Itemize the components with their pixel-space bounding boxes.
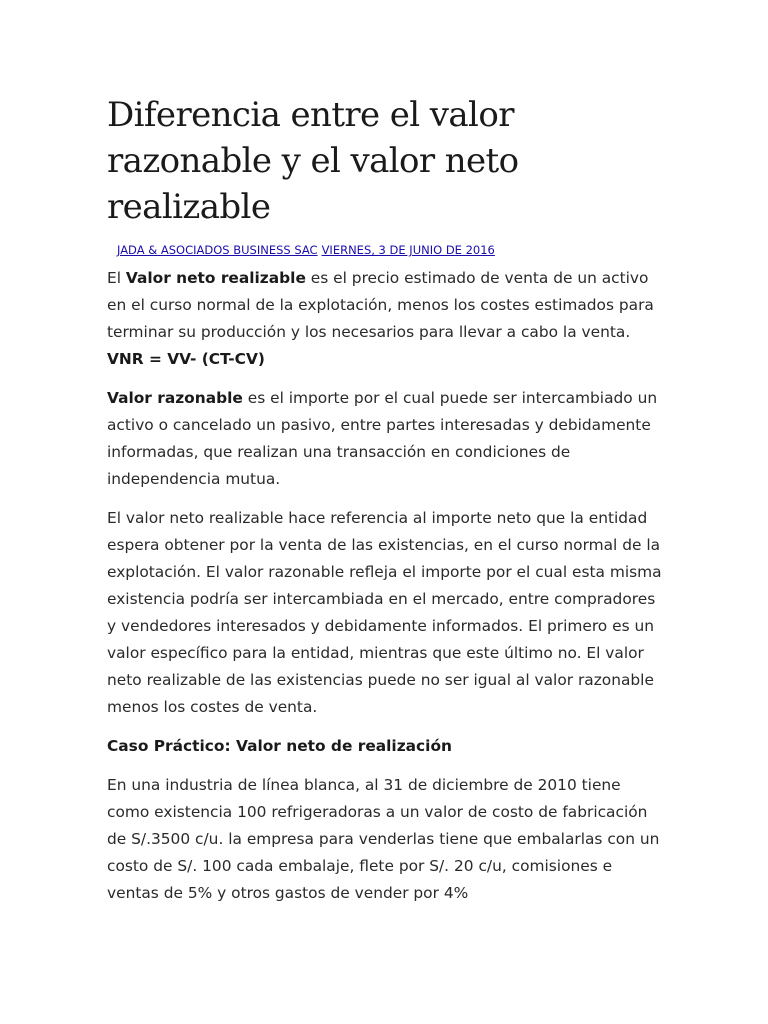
byline — [117, 243, 667, 257]
section-heading-caso-practico: Caso Práctico: Valor neto de realización — [107, 737, 452, 755]
page-title: Diferencia entre el valor razonable y el valor neto realizable — [107, 95, 519, 227]
paragraph-valor-razonable-definition — [107, 385, 667, 493]
author-link[interactable]: JADA & ASOCIADOS BUSINESS SAC — [117, 243, 318, 257]
paragraph-text: es el precio estimado de venta de un activo en el curso normal de la explotación, menos los costes estimados para terminar su producción y los necesarios para llevar a cabo la venta. — [107, 269, 654, 341]
article — [107, 92, 667, 919]
date-link[interactable]: VIERNES, 3 DE JUNIO DE 2016 — [321, 243, 495, 257]
paragraph-vnr-definition — [107, 265, 667, 373]
term-valor-neto-realizable: Valor neto realizable — [125, 269, 306, 287]
vnr-formula: VNR = VV- (CT-CV) — [107, 350, 265, 368]
paragraph-comparison: El valor neto realizable hace referencia al importe neto que la entidad espera obtener por la venta de las existencias, en el curso normal de la explotación. El valor razonable refleja el importe por el cual esta misma existencia podría ser intercambiada en el mercado, entre compradores y vendedores interesados y debidamente informados. El primero es un valor específico para la entidad, mientras que este último no. El valor neto realizable de las existencias puede no ser igual al valor razonable menos los costes de venta. — [107, 509, 662, 716]
paragraph-text: El — [107, 269, 126, 287]
term-valor-razonable: Valor razonable — [107, 389, 243, 407]
paragraph-text: es el importe por el cual puede ser intercambiado un activo o cancelado un pasivo, entre partes interesadas y debidamente informadas, que realizan una transacción en condiciones de independencia mutua. — [107, 389, 658, 488]
paragraph-case-study: En una industria de línea blanca, al 31 de diciembre de 2010 tiene como existencia 100 refrigeradoras a un valor de costo de fabricación de S/.3500 c/u. la empresa para venderlas tiene que embalarlas con un costo de S/. 100 cada embalaje, flete por S/. 20 c/u, comisiones e ventas de 5% y otros gastos de vender por 4% — [107, 776, 660, 902]
article-body — [107, 265, 667, 907]
